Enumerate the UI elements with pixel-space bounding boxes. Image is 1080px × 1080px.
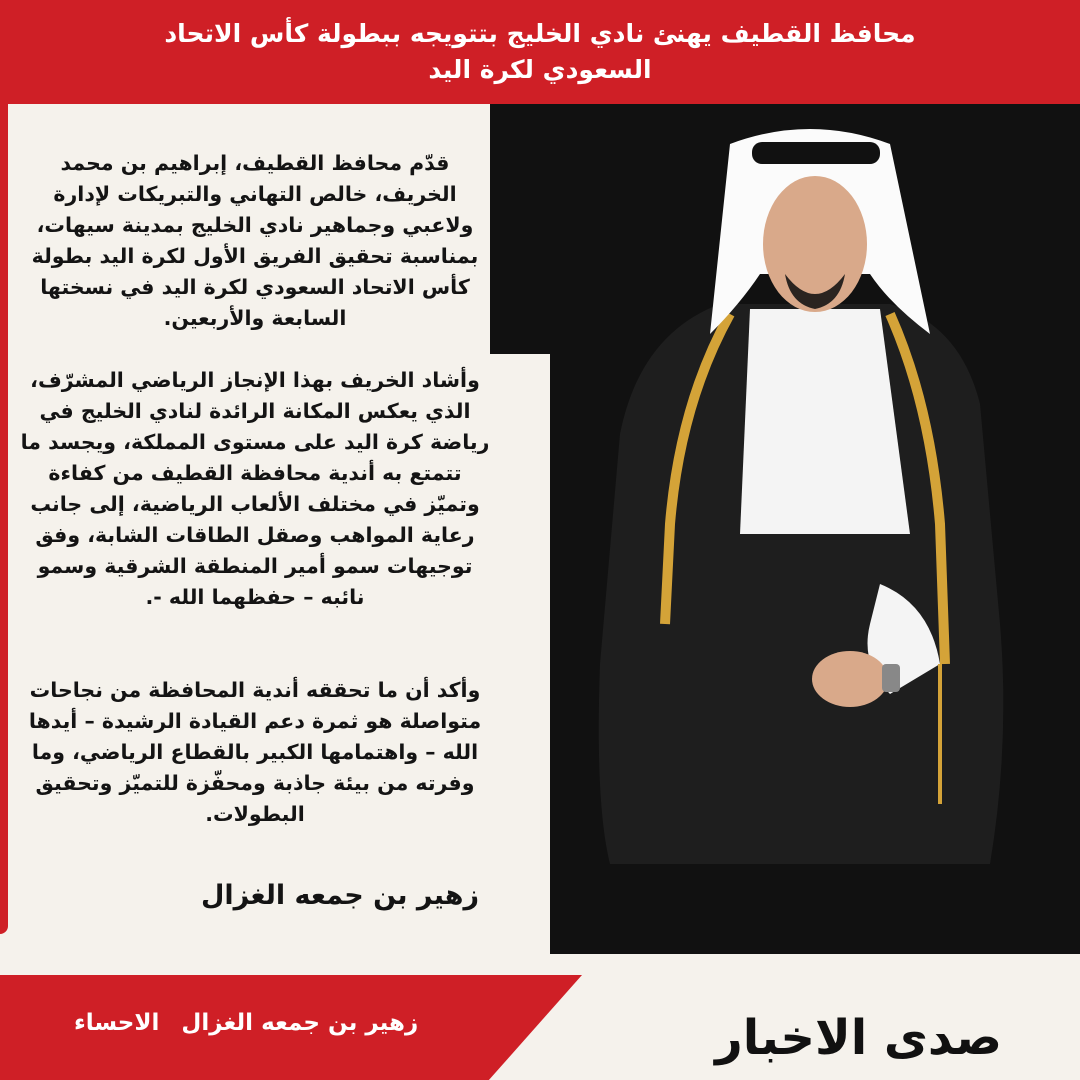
wristwatch bbox=[882, 664, 900, 692]
article-paragraph-2: وأشاد الخريف بهذا الإنجاز الرياضي المشرّف، الذي يعكس المكانة الرائدة لنادي الخليج في رياضة كرة اليد على مستوى المملكة، ويجسد ما تتمتع به أندية محافظة القطيف من كفاءة وتميّز في مختلف الألعاب الرياضية، إلى جانب رعاية المواهب وصقل الطاقات الشابة، وفق توجيهات سمو أمير المنطقة الشرقية وسمو نائبه – حفظهما الله -. bbox=[20, 368, 490, 609]
white-thobe bbox=[740, 309, 910, 534]
footer-location: الاحساء bbox=[74, 1010, 160, 1036]
article-author: زهير بن جمعه الغزال bbox=[200, 880, 479, 911]
footer-author-name: زهير بن جمعه الغزال bbox=[181, 1010, 419, 1036]
headline-banner bbox=[0, 0, 1080, 104]
footer-credits bbox=[60, 1010, 520, 1036]
portrait-illustration bbox=[490, 104, 1080, 954]
left-accent-bar bbox=[0, 104, 8, 934]
headline-line-1: محافظ القطيف يهنئ نادي الخليج بتتويجه ببطولة كأس الاتحاد bbox=[164, 19, 916, 48]
black-agal bbox=[752, 142, 880, 164]
hand bbox=[812, 651, 888, 707]
headline-line-2: السعودي لكرة اليد bbox=[428, 55, 652, 84]
article-body bbox=[20, 148, 490, 861]
portrait-photo bbox=[490, 104, 1080, 954]
article-paragraph-1: قدّم محافظ القطيف، إبراهيم بن محمد الخريف، خالص التهاني والتبريكات لإدارة ولاعبي وجماهير نادي الخليج بمدينة سيهات، بمناسبة تحقيق الفريق الأول لكرة اليد بطولة كأس الاتحاد السعودي لكرة اليد في نسختها السابعة والأربعين. bbox=[31, 151, 479, 330]
article-paragraph-3: وأكد أن ما تحققه أندية المحافظة من نجاحات متواصلة هو ثمرة دعم القيادة الرشيدة – أيدها الله – واهتمامها الكبير بالقطاع الرياضي، وما وفرته من بيئة جاذبة ومحفّزة للتميّز وتحقيق البطولات. bbox=[28, 678, 482, 826]
face bbox=[763, 176, 867, 312]
brand-logo-text: صدى الاخبار bbox=[715, 1010, 1002, 1066]
